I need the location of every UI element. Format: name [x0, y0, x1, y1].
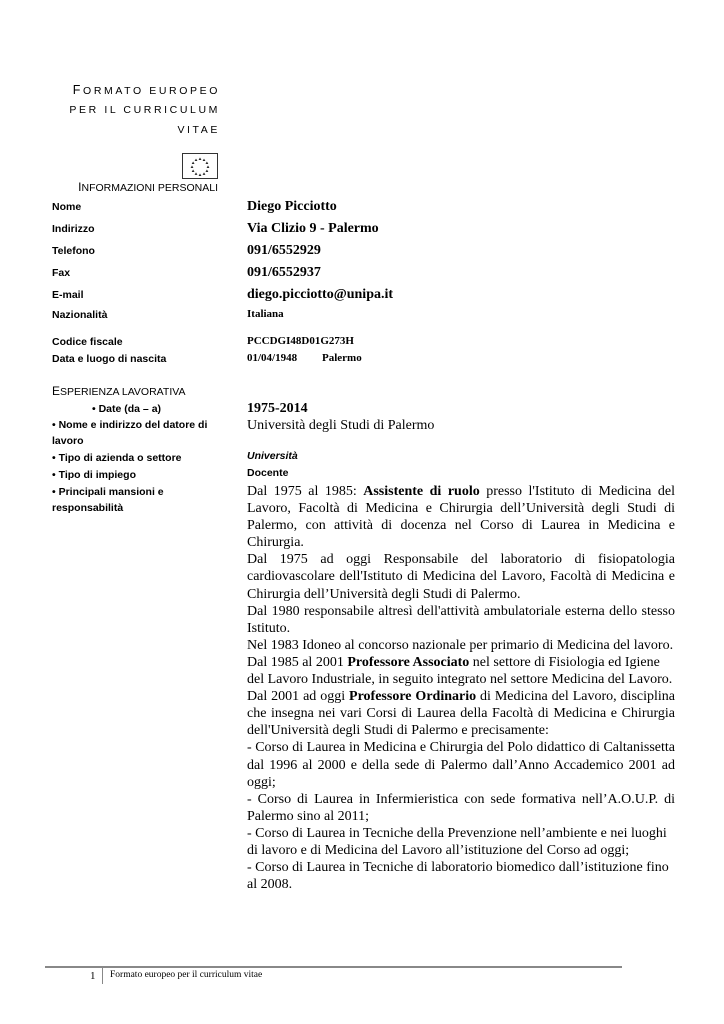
mansione-7: - Corso di Laurea in Medicina e Chirurgia del Polo didattico di Caltanissetta dal 1996 al 2000 e della sede di Palermo dall’Anno Accademico 2001 ad oggi;: [247, 740, 675, 790]
label-datore: • Nome e indirizzo del datore di lavoro: [52, 419, 208, 447]
footer-separator: [102, 968, 103, 984]
label-nazionalita: Nazionalità: [52, 309, 108, 321]
header-title-line1: FORMATO EUROPEO: [72, 83, 220, 97]
value-telefono: 091/6552929: [247, 243, 321, 258]
header-title-line2: PER IL CURRICULUM: [69, 104, 220, 116]
value-impiego: Docente: [247, 467, 289, 479]
header-title-line3: VITAE: [177, 124, 220, 136]
value-nazionalita: Italiana: [247, 308, 284, 320]
label-settore: • Tipo di azienda o settore: [52, 452, 182, 464]
value-nome: Diego Picciotto: [247, 199, 337, 214]
value-codice-fiscale: PCCDGI48D01G273H: [247, 335, 354, 347]
footer-text: Formato europeo per il curriculum vitae: [110, 970, 263, 980]
footer-rule: [45, 966, 622, 968]
label-fax: Fax: [52, 267, 71, 279]
mansione-4: Nel 1983 Idoneo al concorso nazionale per primario di Medicina del lavoro.: [247, 637, 674, 653]
section-esperienza-lavorativa: ESPERIENZA LAVORATIVA: [52, 384, 186, 398]
value-fax: 091/6552937: [247, 265, 321, 280]
mansione-5: Dal 1985 al 2001 Professore Associato nel settore di Fisiologia ed Igiene del Lavoro Industriale, in seguito integrato nel settore Medicina del Lavoro.: [247, 654, 673, 688]
label-nome: Nome: [52, 201, 82, 213]
mansione-10: - Corso di Laurea in Tecniche di laboratorio biomedico dall’istituzione fino al 2008.: [247, 860, 669, 893]
mansione-2: Dal 1975 ad oggi Responsabile del laboratorio di fisiopatologia cardiovascolare dell'Istituto di Medicina del Lavoro, Facoltà di Medicina e Chirurgia dell’Università degli Studi di Palermo.: [247, 552, 675, 602]
mansioni-text: [247, 483, 675, 893]
label-date: • Date (da – a): [92, 403, 162, 415]
mansione-6: Dal 2001 ad oggi Professore Ordinario di Medicina del Lavoro, disciplina che insegna nei vari Corsi di Laurea della Facoltà di Medicina e Chirurgia dell'Università degli Studi di Palermo e precisamente:: [247, 689, 675, 739]
value-indirizzo: Via Clizio 9 - Palermo: [247, 221, 379, 236]
label-indirizzo: Indirizzo: [52, 223, 95, 235]
value-luogo-nascita: Palermo: [322, 352, 362, 364]
label-mansioni: • Principali mansioni e responsabilità: [52, 486, 164, 514]
label-email: E-mail: [52, 289, 84, 301]
section-informazioni-personali: INFORMAZIONI PERSONALI: [78, 180, 218, 194]
value-datore: Università degli Studi di Palermo: [247, 418, 435, 433]
mansione-9: - Corso di Laurea in Tecniche della Prevenzione nell’ambiente e nei luoghi di lavoro e di Medicina del Lavoro all’istituzione del Corso ad oggi;: [247, 825, 667, 858]
label-telefono: Telefono: [52, 245, 95, 257]
mansione-1: Dal 1975 al 1985: Assistente di ruolo presso l'Istituto di Medicina del Lavoro, Facoltà di Medicina e Chirurgia dell’Università degli Studi di Palermo, con attività di docenza nel Corso di Laurea in Medicina e Chirurgia.: [247, 484, 675, 551]
value-data-nascita: 01/04/1948: [247, 352, 298, 364]
footer-page-number: 1: [90, 970, 96, 982]
mansione-3: Dal 1980 responsabile altresì dell'attività ambulatoriale esterna dello stesso Istituto.: [247, 603, 675, 636]
label-impiego: • Tipo di impiego: [52, 469, 136, 481]
value-date: 1975-2014: [247, 401, 308, 416]
value-settore: Università: [247, 450, 298, 462]
mansione-8: - Corso di Laurea in Infermieristica con sede formativa nell’A.O.U.P. di Palermo sino al 2011;: [247, 791, 675, 824]
label-codice-fiscale: Codice fiscale: [52, 336, 123, 348]
eu-flag-icon: [182, 153, 218, 179]
value-email: diego.picciotto@unipa.it: [247, 287, 394, 302]
label-data-luogo-nascita: Data e luogo di nascita: [52, 353, 167, 365]
